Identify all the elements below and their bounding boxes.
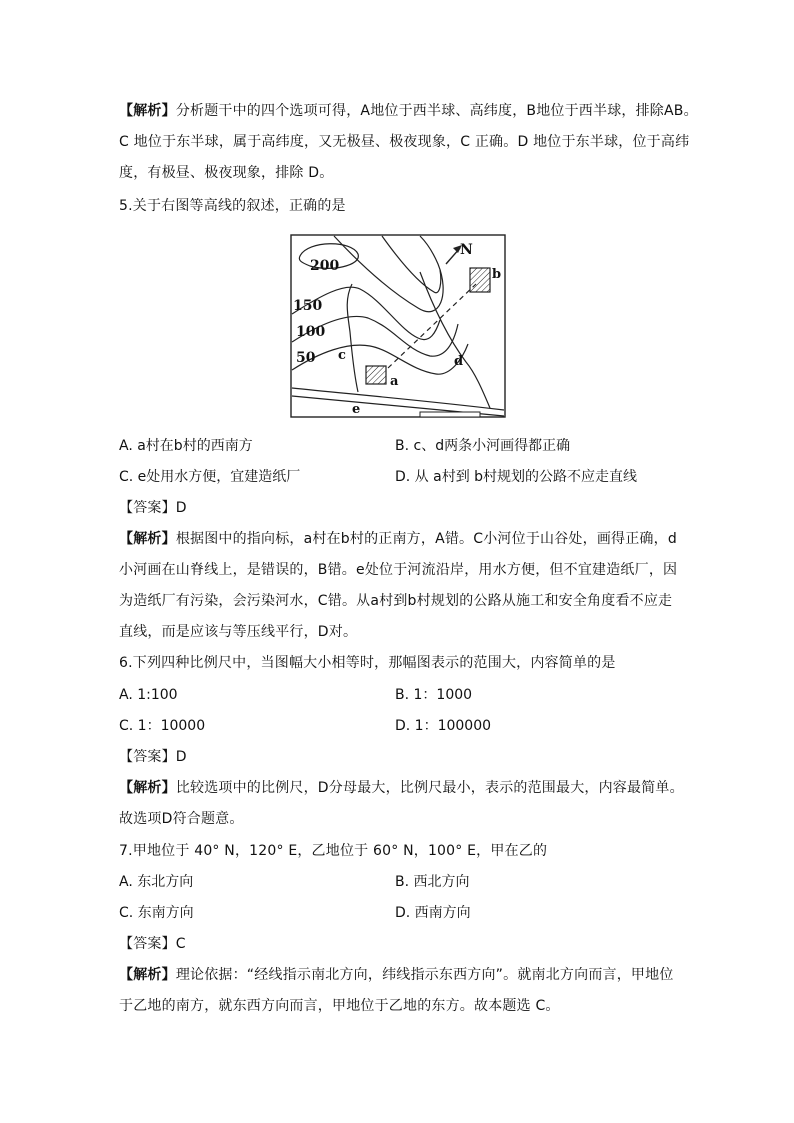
q5-analysis-line-3: 为造纸厂有污染，会污染河水，C错。从a村到b村规划的公路从施工和安全角度看不应走 [119, 593, 673, 609]
q5-analysis-line-1: 【解析】根据图中的指向标，a村在b村的正南方，A错。C小河位于山谷处，画得正确，d [119, 531, 677, 547]
q5-option-a: A. a村在b村的西南方 [119, 438, 253, 454]
analysis-tag: 【解析】 [119, 967, 176, 983]
q7-option-b: B. 西北方向 [395, 874, 470, 890]
q5-answer: 【答案】D [119, 500, 187, 516]
q7-analysis-line-1: 【解析】理论依据：“经线指示南北方向，纬线指示东西方向”。就南北方向而言，甲地位 [119, 967, 674, 983]
label-a: a [390, 374, 399, 389]
q6-option-c: C. 1：10000 [119, 718, 206, 734]
label-c: c [338, 348, 346, 363]
q6-stem: 6.下列四种比例尺中，当图幅大小相等时，那幅图表示的范围大，内容简单的是 [119, 655, 616, 671]
q7-answer: 【答案】C [119, 936, 186, 952]
q5-analysis-line-2: 小河画在山脊线上，是错误的，B错。e处位于河流沿岸，用水方便，但不宜建造纸厂，因 [119, 562, 678, 578]
label-50: 50 [296, 350, 316, 366]
label-e: e [352, 402, 361, 417]
q5-option-d: D. 从 a村到 b村规划的公路不应走直线 [395, 469, 638, 485]
q7-analysis-line-2: 于乙地的南方，就东西方向而言，甲地位于乙地的东方。故本题选 C。 [119, 998, 560, 1014]
label-150: 150 [293, 298, 323, 314]
analysis-tag: 【解析】 [119, 531, 176, 547]
q4-analysis-line-2: C 地位于东半球，属于高纬度，又无极昼、极夜现象，C 正确。D 地位于东半球，位于高纬 [119, 134, 690, 150]
contour-map [290, 234, 506, 418]
label-100: 100 [296, 324, 326, 340]
village-b [470, 268, 490, 292]
q4-analysis-line-1: 【解析】分析题干中的四个选项可得，A地位于西半球、高纬度，B地位于西半球，排除AB。 [119, 103, 698, 119]
q7-option-a: A. 东北方向 [119, 874, 194, 890]
q7-option-d: D. 西南方向 [395, 905, 471, 921]
analysis-tag: 【解析】 [119, 780, 176, 796]
q5-option-b: B. c、d两条小河画得都正确 [395, 438, 571, 454]
q5-option-c: C. e处用水方便，宜建造纸厂 [119, 469, 301, 485]
village-a [366, 366, 386, 384]
q5-analysis-line-4: 直线，而是应该与等压线平行，D对。 [119, 624, 358, 640]
label-b: b [492, 267, 502, 282]
q7-option-c: C. 东南方向 [119, 905, 194, 921]
q6-analysis-line-2: 故选项D符合题意。 [119, 811, 244, 827]
contour-map-figure [290, 234, 506, 418]
q6-answer: 【答案】D [119, 749, 187, 765]
q4-analysis-line-3: 度，有极昼、极夜现象，排除 D。 [119, 165, 334, 181]
label-200: 200 [310, 258, 340, 274]
label-d: d [454, 354, 464, 369]
label-north: N [460, 242, 473, 258]
analysis-tag: 【解析】 [119, 103, 176, 119]
q6-option-b: B. 1：1000 [395, 687, 473, 703]
q5-stem: 5.关于右图等高线的叙述，正确的是 [119, 198, 346, 214]
q6-option-a: A. 1:100 [119, 687, 178, 703]
q6-option-d: D. 1：100000 [395, 718, 492, 734]
road-segment [420, 412, 480, 417]
q7-stem: 7.甲地位于 40° N，120° E，乙地位于 60° N，100° E，甲在乙的 [119, 843, 548, 859]
q6-analysis-line-1: 【解析】比较选项中的比例尺，D分母最大，比例尺最小，表示的范围最大，内容最简单。 [119, 780, 684, 796]
